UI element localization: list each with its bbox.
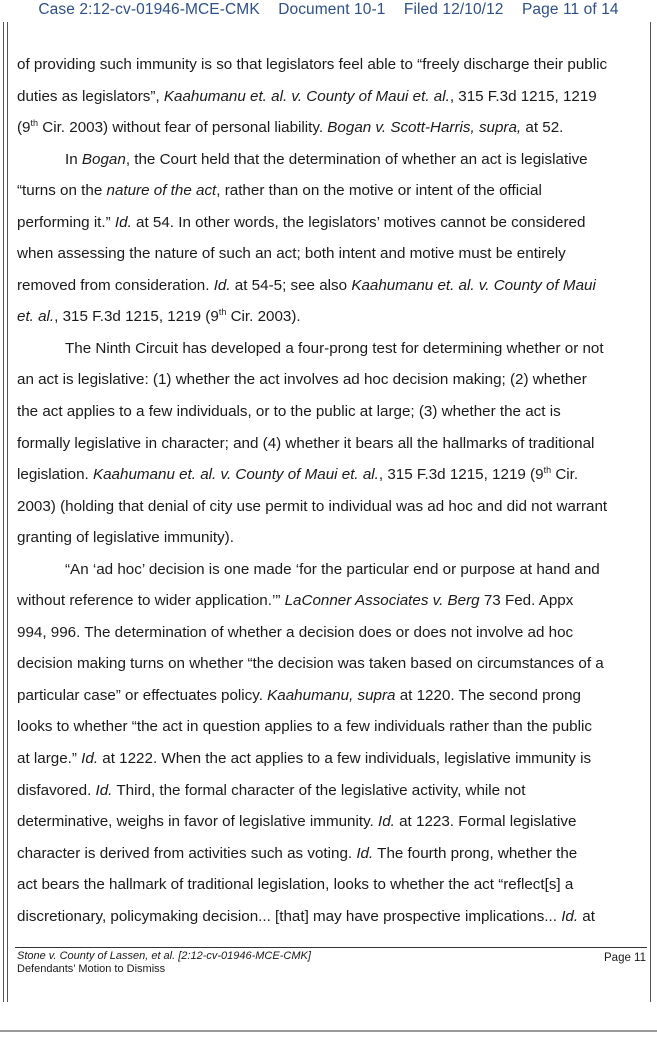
case-citation: Bogan: [81, 150, 126, 168]
paragraph-start: In Bogan, the Court held that the determination of whether an act is legislative: [65, 150, 588, 168]
paragraph-start: The Ninth Circuit has developed a four-prong test for determining whether or not: [65, 339, 604, 357]
page-bottom-edge: [0, 1030, 657, 1032]
footer-document-title: Defendants’ Motion to Dismiss: [17, 963, 166, 975]
text-line: 994, 996. The determination of whether a decision does or does not involve ad hoc: [17, 623, 574, 641]
text-line: an act is legislative: (1) whether the act involves ad hoc decision making; (2) whether: [17, 371, 587, 389]
document-body: [17, 49, 649, 932]
text-line: the act applies to a few individuals, or to the public at large; (3) whether the act is: [17, 403, 561, 421]
case-citation: Kaahumanu, supra: [267, 686, 396, 704]
text-line: discretionary, policymaking decision... [that] may have prospective implications... Id. at: [17, 907, 595, 925]
filed-date: Filed 12/10/12: [403, 1, 504, 18]
text-line: decision making turns on whether “the decision was taken based on circumstances of a: [17, 655, 604, 673]
text-line: act bears the hallmark of traditional legislation, looks to whether the act “reflect[s] a: [17, 876, 574, 894]
case-citation: Kaahumanu et. al. v. County of Maui: [351, 276, 596, 294]
document-number: Document 10-1: [278, 1, 386, 18]
right-margin-rule: [650, 22, 651, 1002]
text-line: at large.” Id. at 1222. When the act applies to a few individuals, legislative immunity is: [17, 750, 592, 768]
text-line: granting of legislative immunity).: [17, 529, 234, 547]
case-number: Case 2:12-cv-01946-MCE-CMK: [38, 1, 260, 18]
text-line: et. al., 315 F.3d 1215, 1219 (9th Cir. 2003).: [17, 307, 301, 326]
text-line: performing it.” Id. at 54. In other words, the legislators’ motives cannot be considered: [17, 213, 586, 231]
case-citation: Kaahumanu et. al. v. County of Maui et. al.: [92, 466, 379, 484]
footer-divider: [15, 947, 647, 948]
footer-page-number: Page 11: [604, 952, 646, 964]
text-line: removed from consideration. Id. at 54-5; see also Kaahumanu et. al. v. County of Maui: [17, 276, 596, 294]
text-line: particular case” or effectuates policy. Kaahumanu, supra at 1220. The second prong: [17, 686, 581, 704]
left-margin-rule-outer: [3, 22, 4, 1002]
ecf-header: [0, 0, 657, 22]
text-line: “turns on the nature of the act, rather than on the motive or intent of the official: [17, 182, 542, 200]
text-line: determinative, weighs in favor of legislative immunity. Id. at 1223. Formal legislative: [17, 813, 577, 831]
text-line: of providing such immunity is so that legislators feel able to “freely discharge their public: [17, 56, 608, 73]
text-line: legislation. Kaahumanu et. al. v. County of Maui et. al., 315 F.3d 1215, 1219 (9th Cir.: [17, 465, 579, 484]
footer-case-name: Stone v. County of Lassen, et al.: [17, 950, 176, 962]
case-citation: Kaahumanu et. al. v. County of Maui et. al.: [163, 87, 450, 105]
page-of-total: Page 11 of 14: [521, 1, 619, 18]
text-line: without reference to wider application.’” LaConner Associates v. Berg 73 Fed. Appx: [17, 592, 574, 610]
text-line: 2003) (holding that denial of city use permit to individual was ad hoc and did not warrant: [17, 497, 608, 515]
paragraph-start: “An ‘ad hoc’ decision is one made ‘for the particular end or purpose at hand and: [65, 560, 600, 578]
text-line: character is derived from activities such as voting. Id. The fourth prong, whether the: [17, 844, 578, 862]
text-line: duties as legislators”, Kaahumanu et. al. v. County of Maui et. al., 315 F.3d 1215, 1219: [17, 87, 597, 105]
footer-caption: [17, 950, 311, 976]
case-citation: LaConner Associates v. Berg: [284, 592, 480, 610]
text-line: looks to whether “the act in question applies to a few individuals rather than the public: [17, 718, 592, 736]
case-citation: Bogan v. Scott-Harris, supra,: [327, 119, 522, 137]
text-line: formally legislative in character; and (4) whether it bears all the hallmarks of traditional: [17, 434, 595, 452]
left-margin-rule-inner: [7, 22, 8, 1002]
text-line: (9th Cir. 2003) without fear of personal liability. Bogan v. Scott-Harris, supra, at 52.: [17, 118, 564, 137]
footer-case-number: [2:12-cv-01946-MCE-CMK]: [175, 950, 311, 962]
text-line: when assessing the nature of such an act; both intent and motive must be entirely: [17, 245, 566, 263]
text-line: disfavored. Id. Third, the formal character of the legislative activity, while not: [17, 781, 526, 799]
